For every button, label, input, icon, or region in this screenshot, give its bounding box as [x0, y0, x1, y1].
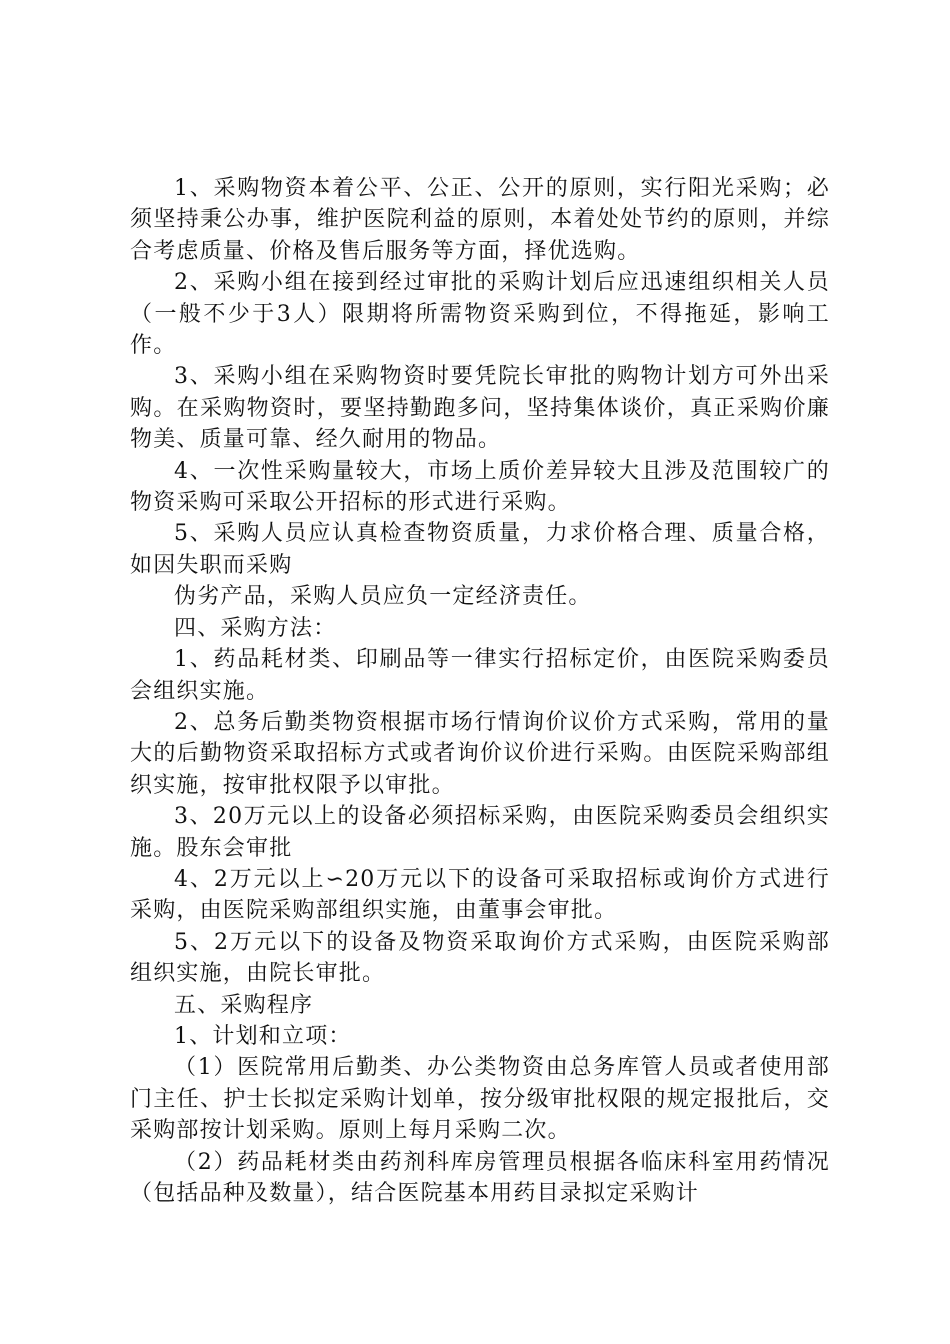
paragraph-6: 伪劣产品，采购人员应负一定经济责任。: [174, 584, 592, 610]
document-body: [130, 173, 830, 1209]
paragraph-2: 2、采购小组在接到经过审批的采购计划后应迅速组织相关人员（一般不少于3人）限期将所需物资采购到位，不得拖延，影响工作。: [130, 270, 830, 359]
paragraph-8: 2、总务后勤类物资根据市场行情询价议价方式采购，常用的量大的后勤物资采取招标方式或者询价议价进行采购。由医院采购部组织实施，按审批权限予以审批。: [130, 709, 830, 798]
paragraph-4: 4、一次性采购量较大，市场上质价差异较大且涉及范围较广的物资采购可采取公开招标的形式进行采购。: [130, 458, 830, 516]
paragraph-13: （2）药品耗材类由药剂科库房管理员根据各临床科室用药情况（包括品种及数量），结合医院基本用药目录拟定采购计: [130, 1149, 830, 1206]
paragraph-12: （1）医院常用后勤类、办公类物资由总务库管人员或者使用部门主任、护士长拟定采购计划单，按分级审批权限的规定报批后，交采购部按计划采购。原则上每月采购二次。: [130, 1055, 830, 1144]
section-heading-4: 四、采购方法：: [174, 615, 337, 641]
paragraph-7: 1、药品耗材类、印刷品等一律实行招标定价，由医院采购委员会组织实施。: [130, 647, 830, 704]
paragraph-11: 5、2万元以下的设备及物资采取询价方式采购，由医院采购部组织实施，由院长审批。: [130, 929, 830, 987]
paragraph-5: 5、采购人员应认真检查物资质量，力求价格合理、质量合格，如因失职而采购: [130, 521, 830, 578]
paragraph-1: 1、采购物资本着公平、公正、公开的原则，实行阳光采购；必须坚持秉公办事，维护医院利益的原则，本着处处节约的原则，并综合考虑质量、价格及售后服务等方面，择优选购。: [130, 176, 830, 264]
paragraph-3: 3、采购小组在采购物资时要凭院长审批的购物计划方可外出采购。在采购物资时，要坚持勤跑多问，坚持集体谈价，真正采购价廉物美、质量可靠、经久耐用的物品。: [130, 364, 830, 453]
section-heading-5: 五、采购程序: [174, 992, 314, 1018]
paragraph-9: 3、20万元以上的设备必须招标采购，由医院采购委员会组织实施。股东会审批: [130, 804, 830, 861]
subheading-plan: 1、计划和立项：: [174, 1023, 352, 1049]
paragraph-10: 4、2万元以上∽20万元以下的设备可采取招标或询价方式进行采购，由医院采购部组织实施，由董事会审批。: [130, 866, 830, 924]
